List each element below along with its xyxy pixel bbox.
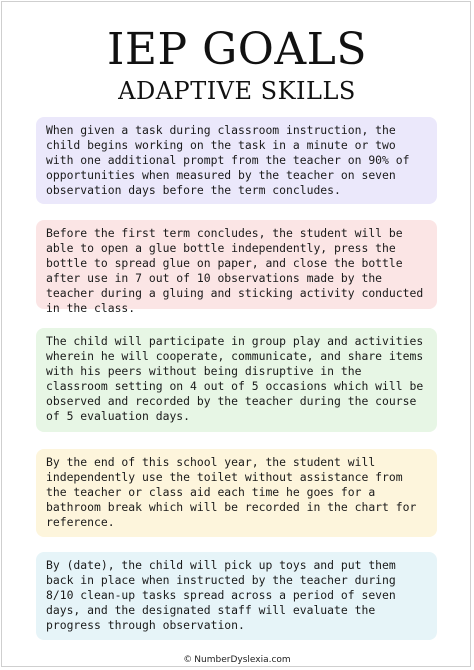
goal-card (36, 220, 437, 315)
page-subtitle: ADAPTIVE SKILLS (118, 77, 356, 105)
goal-text: The child will participate in group play and activities wherein he will cooperate, communicate, and share items with his peers without being disruptive in the classroom setting on 4 out of 5 occasions which will be observed and recorded by the teacher during the course of 5 evaluation days. (46, 334, 424, 423)
copyright-icon: © (183, 655, 193, 665)
goal-text: By (date), the child will pick up toys and put them back in place when instructed by the teacher during 8/10 clean-up tasks spread across a period of seven days, and the designated staff will evaluate the progress through observation. (46, 558, 396, 632)
footer (0, 655, 474, 666)
goal-text: Before the first term concludes, the student will be able to open a glue bottle independently, press the bottle to spread glue on paper, and close the bottle after use in 7 out of 10 observations made by the teacher during a gluing and sticking activity conducted in the class. (46, 226, 424, 315)
goal-card (36, 328, 437, 432)
goal-card (36, 449, 437, 537)
goal-card (36, 117, 437, 204)
goal-text: When given a task during classroom instruction, the child begins working on the task in a minute or two with one additional prompt from the teacher on 90% of opportunities when measured by the teacher on seven observation days before the term concludes. (46, 123, 410, 197)
page-title: IEP GOALS (107, 24, 367, 75)
goal-card (36, 552, 437, 640)
goal-text: By the end of this school year, the student will independently use the toilet without assistance from the teacher or class aid each time he goes for a bathroom break which will be recorded in the chart for reference. (46, 455, 417, 529)
footer-site-name: NumberDyslexia.com (194, 655, 291, 665)
